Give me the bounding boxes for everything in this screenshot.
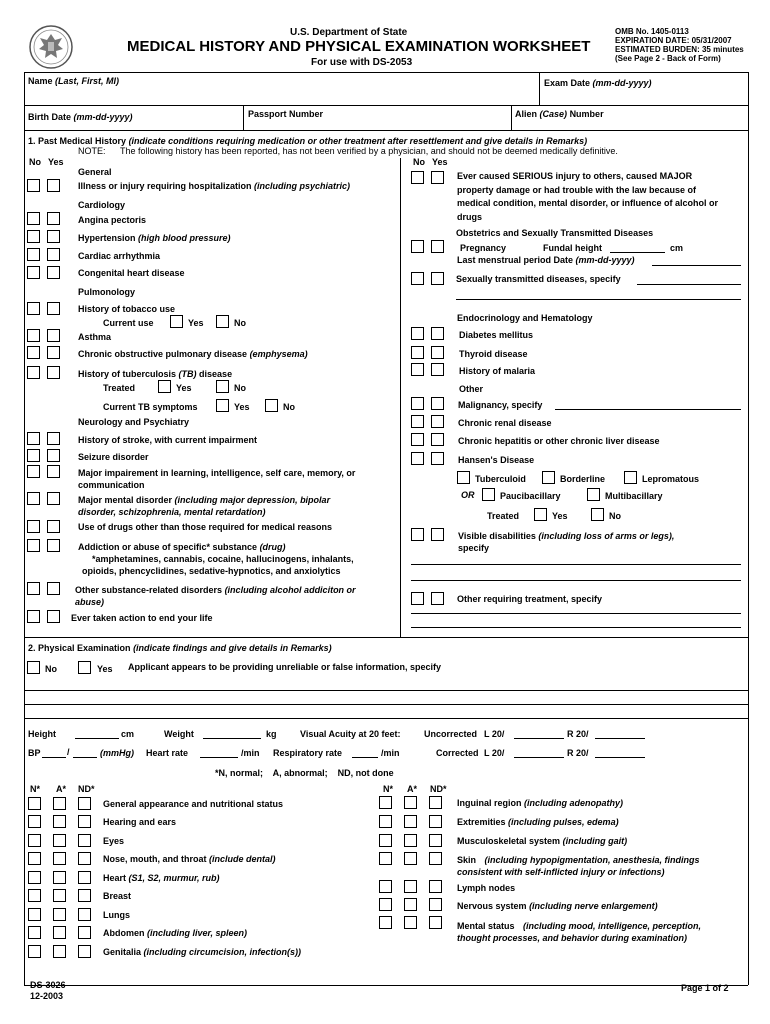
genitalia-n-checkbox[interactable] — [28, 945, 41, 958]
tb-yes-checkbox[interactable] — [47, 366, 60, 379]
malaria-no-checkbox[interactable] — [411, 363, 424, 376]
name-hint: (Last, First, MI) — [55, 76, 120, 86]
stroke-label: History of stroke, with current impairment — [78, 435, 258, 445]
extremities-label: Extremities (including pulses, edema) — [457, 817, 619, 827]
arrhythmia-label: Cardiac arrhythmia — [78, 251, 161, 261]
pregnancy-no-checkbox[interactable] — [411, 240, 424, 253]
name-field[interactable] — [28, 76, 119, 86]
fundal-label: Fundal height — [543, 243, 602, 253]
section1-note — [78, 146, 618, 156]
exam-legend: *N, normal; A, abnormal; ND, not done — [215, 768, 394, 778]
genitalia-label: Genitalia (including circumcision, infection(s)) — [103, 947, 302, 957]
form-title: MEDICAL HISTORY AND PHYSICAL EXAMINATION WORKSHEET — [127, 38, 591, 55]
genitalia-nd-checkbox[interactable] — [78, 945, 91, 958]
thyroid-label: Thyroid disease — [459, 349, 528, 359]
heart-rate-unit: /min — [241, 748, 260, 758]
tb-treated-yes-label: Yes — [176, 383, 192, 393]
current-tb-yes-checkbox[interactable] — [216, 399, 229, 412]
bp-label: BP — [28, 748, 41, 758]
other-treatment-input-2[interactable] — [411, 627, 741, 628]
other-treatment-no-checkbox[interactable] — [411, 592, 424, 605]
general-appearance-nd-checkbox[interactable] — [78, 797, 91, 810]
exam-date-label: Exam Date — [544, 78, 591, 88]
breast-a-checkbox[interactable] — [53, 889, 66, 902]
omb-number: OMB No. 1405-0113 — [615, 27, 689, 36]
genitalia-a-checkbox[interactable] — [53, 945, 66, 958]
impairment-yes-checkbox[interactable] — [47, 465, 60, 478]
seizure-label: Seizure disorder — [78, 452, 149, 462]
tobacco-yes-checkbox[interactable] — [47, 302, 60, 315]
pregnancy-label: Pregnancy — [460, 243, 507, 253]
nervous-a-checkbox[interactable] — [404, 898, 417, 911]
asthma-label: Asthma — [78, 332, 112, 342]
diabetes-label: Diabetes mellitus — [459, 330, 534, 340]
serious-label: Ever caused SERIOUS injury to others, caused MAJOR property damage or had trouble with the law because of medical condition, mental disorder, or influence of alcohol or drugs — [457, 171, 719, 222]
nervous-nd-checkbox[interactable] — [429, 898, 442, 911]
obstetrics-heading: Obstetrics and Sexually Transmitted Diseases — [456, 228, 654, 238]
hypertension-no-checkbox[interactable] — [27, 230, 40, 243]
or-label: OR — [461, 490, 475, 500]
extremities-n-checkbox[interactable] — [379, 815, 392, 828]
borderline-label: Borderline — [560, 474, 606, 484]
heart-rate-input[interactable] — [200, 757, 238, 758]
fundal-input[interactable] — [610, 252, 665, 253]
impairment-label: Major impairement in learning, intelligence, self care, memory, or communication — [78, 468, 356, 490]
resp-unit: /min — [381, 748, 400, 758]
resp-input[interactable] — [352, 757, 378, 758]
hansen-label: Hansen's Disease — [458, 455, 535, 465]
skin-a-checkbox[interactable] — [404, 852, 417, 865]
weight-label: Weight — [164, 729, 194, 739]
unreliable-yes-label: Yes — [97, 664, 113, 674]
tobacco-no-checkbox[interactable] — [27, 302, 40, 315]
dept-name: U.S. Department of State — [290, 27, 408, 38]
unreliable-yes-checkbox[interactable] — [78, 661, 91, 674]
lepromatous-checkbox[interactable] — [624, 471, 637, 484]
general-appearance-n-checkbox[interactable] — [28, 797, 41, 810]
hansen-treated-no-label: No — [609, 511, 621, 521]
unreliable-no-checkbox[interactable] — [27, 661, 40, 674]
abdomen-nd-checkbox[interactable] — [78, 926, 91, 939]
corrected-l-label: L 20/ — [484, 748, 505, 758]
extremities-nd-checkbox[interactable] — [429, 815, 442, 828]
hepatitis-label: Chronic hepatitis or other chronic liver disease — [458, 436, 660, 446]
copd-no-checkbox[interactable] — [27, 346, 40, 359]
seizure-no-checkbox[interactable] — [27, 449, 40, 462]
fundal-unit: cm — [670, 243, 684, 253]
passport-field[interactable]: Passport Number — [248, 109, 324, 119]
angina-label: Angina pectoris — [78, 215, 147, 225]
arrhythmia-yes-checkbox[interactable] — [47, 248, 60, 261]
lymph-n-checkbox[interactable] — [379, 880, 392, 893]
mental-no-checkbox[interactable] — [27, 492, 40, 505]
copd-label: Chronic obstructive pulmonary disease (emphysema) — [78, 349, 308, 359]
height-input[interactable] — [75, 738, 119, 739]
current-use-no-checkbox[interactable] — [216, 315, 229, 328]
visible-yes-checkbox[interactable] — [431, 528, 444, 541]
std-input[interactable] — [637, 284, 741, 285]
end-life-yes-checkbox[interactable] — [47, 610, 60, 623]
uncorrected-l-label: L 20/ — [484, 729, 505, 739]
abdomen-label: Abdomen (including liver, spleen) — [103, 928, 248, 938]
form-date: 12-2003 — [30, 991, 64, 1001]
malignancy-label: Malignancy, specify — [458, 400, 543, 410]
other-sub-label: Other substance-related disorders (including alcohol addiciton or abuse) — [75, 585, 356, 607]
other-heading: Other — [459, 384, 484, 394]
eyes-nd-checkbox[interactable] — [78, 834, 91, 847]
breast-nd-checkbox[interactable] — [78, 889, 91, 902]
corrected-r-label: R 20/ — [567, 748, 589, 758]
mental-status-nd-checkbox[interactable] — [429, 916, 442, 929]
section1-title — [28, 136, 587, 146]
hansen-treated-no-checkbox[interactable] — [591, 508, 604, 521]
other-sub-yes-checkbox[interactable] — [47, 582, 60, 595]
current-tb-yes-label: Yes — [234, 402, 250, 412]
musculo-label: Musculoskeletal system (including gait) — [457, 836, 628, 846]
unreliable-label: Applicant appears to be providing unreliable or false information, specify — [128, 662, 442, 672]
visual-acuity-label: Visual Acuity at 20 feet: — [300, 729, 401, 739]
heart-a-checkbox[interactable] — [53, 871, 66, 884]
alien-case: (Case) — [539, 109, 568, 119]
mental-yes-checkbox[interactable] — [47, 492, 60, 505]
visible-input-2[interactable] — [411, 580, 741, 581]
uncorrected-r-input[interactable] — [595, 738, 645, 739]
current-tb-label: Current TB symptoms — [103, 402, 198, 412]
drugs-label: Use of drugs other than those required for medical reasons — [78, 522, 333, 532]
mental-status-a-checkbox[interactable] — [404, 916, 417, 929]
impairment-no-checkbox[interactable] — [27, 465, 40, 478]
malaria-yes-checkbox[interactable] — [431, 363, 444, 376]
malignancy-no-checkbox[interactable] — [411, 397, 424, 410]
skin-n-checkbox[interactable] — [379, 852, 392, 865]
hansen-treated-label: Treated — [487, 511, 520, 521]
current-tb-no-label: No — [283, 402, 295, 412]
nose-mouth-throat-a-checkbox[interactable] — [53, 852, 66, 865]
hepatitis-no-checkbox[interactable] — [411, 433, 424, 446]
std-no-checkbox[interactable] — [411, 272, 424, 285]
current-use-no-label: No — [234, 318, 246, 328]
addiction-yes-checkbox[interactable] — [47, 539, 60, 552]
general-heading: General — [78, 167, 112, 177]
addiction-label: Addiction or abuse of specific* substance (drug) *amphetamines, cannabis, cocaine, hallucinogens, inhalants, opioids, phencyclidines, sedative-hypnotics, and anxiolytics — [78, 542, 354, 576]
diabetes-no-checkbox[interactable] — [411, 327, 424, 340]
std-input-2[interactable] — [456, 299, 741, 300]
lymph-nd-checkbox[interactable] — [429, 880, 442, 893]
right-col-yes-header: Yes — [432, 157, 448, 167]
asthma-no-checkbox[interactable] — [27, 329, 40, 342]
end-life-no-checkbox[interactable] — [27, 610, 40, 623]
current-tb-no-checkbox[interactable] — [265, 399, 278, 412]
illness-yes-checkbox[interactable] — [47, 179, 60, 192]
eyes-a-checkbox[interactable] — [53, 834, 66, 847]
other-sub-no-checkbox[interactable] — [27, 582, 40, 595]
cardiology-heading: Cardiology — [78, 200, 126, 210]
alien-number-label: Number — [569, 109, 604, 119]
skin-label: Skin (including hypopigmentation, anesthesia, findings consistent with self-inflicted injury or infections) — [457, 855, 700, 877]
state-dept-seal — [28, 24, 74, 70]
unreliable-input-1[interactable] — [24, 690, 748, 691]
mental-label: Major mental disorder (including major depression, bipolar disorder, schizophrenia, mental retardation) — [78, 495, 331, 517]
lymph-a-checkbox[interactable] — [404, 880, 417, 893]
other-treatment-yes-checkbox[interactable] — [431, 592, 444, 605]
name-label: Name — [28, 76, 53, 86]
unreliable-input-2[interactable] — [24, 704, 748, 705]
uncorrected-l-input[interactable] — [514, 738, 564, 739]
stroke-yes-checkbox[interactable] — [47, 432, 60, 445]
multi-label: Multibacillary — [605, 491, 663, 501]
bp-slash: / — [67, 747, 70, 757]
eyes-n-checkbox[interactable] — [28, 834, 41, 847]
height-unit: cm — [121, 729, 135, 739]
birth-date-label: Birth Date — [28, 112, 72, 122]
multi-checkbox[interactable] — [587, 488, 600, 501]
corrected-r-input[interactable] — [595, 757, 645, 758]
lungs-label: Lungs — [103, 910, 130, 920]
tobacco-label: History of tobacco use — [78, 304, 176, 314]
resp-label: Respiratory rate — [273, 748, 343, 758]
tb-no-checkbox[interactable] — [27, 366, 40, 379]
unreliable-no-label: No — [45, 664, 57, 674]
eyes-label: Eyes — [103, 836, 125, 846]
diabetes-yes-checkbox[interactable] — [431, 327, 444, 340]
musculo-n-checkbox[interactable] — [379, 834, 392, 847]
nose-mouth-throat-label: Nose, mouth, and throat (include dental) — [103, 854, 276, 864]
illness-no-checkbox[interactable] — [27, 179, 40, 192]
hearing-a-checkbox[interactable] — [53, 815, 66, 828]
visible-label: Visible disabilities (including loss of arms or legs), specify — [458, 531, 675, 553]
inguinal-label: Inguinal region (including adenopathy) — [457, 798, 624, 808]
left-col-no-header: No — [29, 157, 41, 167]
congenital-no-checkbox[interactable] — [27, 266, 40, 279]
hansen-treated-yes-checkbox[interactable] — [534, 508, 547, 521]
weight-input[interactable] — [203, 738, 261, 739]
asthma-yes-checkbox[interactable] — [47, 329, 60, 342]
hansen-yes-checkbox[interactable] — [431, 452, 444, 465]
right-nd-header: ND* — [430, 784, 447, 794]
renal-yes-checkbox[interactable] — [431, 415, 444, 428]
musculo-nd-checkbox[interactable] — [429, 834, 442, 847]
end-life-label: Ever taken action to end your life — [71, 613, 213, 623]
corrected-l-input[interactable] — [514, 757, 564, 758]
tuberculoid-label: Tuberculoid — [475, 474, 526, 484]
other-treatment-input-1[interactable] — [411, 613, 741, 614]
nervous-n-checkbox[interactable] — [379, 898, 392, 911]
note-text: The following history has been reported, has not been verified by a physician, and should not be deemed medically definitive. — [120, 146, 618, 156]
angina-no-checkbox[interactable] — [27, 212, 40, 225]
std-label: Sexually transmitted diseases, specify — [456, 274, 621, 284]
form-subtitle: For use with DS-2053 — [311, 57, 413, 68]
mental-status-label: Mental status (including mood, intelligence, perception, thought processes, and behavior during examination) — [457, 921, 702, 943]
left-a-header: A* — [56, 784, 67, 794]
birth-date-hint: (mm-dd-yyyy) — [73, 112, 133, 122]
exam-date-field[interactable] — [544, 78, 652, 88]
drugs-no-checkbox[interactable] — [27, 520, 40, 533]
lungs-nd-checkbox[interactable] — [78, 908, 91, 921]
congenital-label: Congenital heart disease — [78, 268, 185, 278]
section2-title: 2. Physical Examination (indicate findings and give details in Remarks) — [28, 643, 332, 653]
lymph-label: Lymph nodes — [457, 883, 516, 893]
general-appearance-a-checkbox[interactable] — [53, 797, 66, 810]
nervous-label: Nervous system (including nerve enlargement) — [457, 901, 658, 911]
heart-label: Heart (S1, S2, murmur, rub) — [103, 873, 220, 883]
current-use-yes-label: Yes — [188, 318, 204, 328]
pauci-checkbox[interactable] — [482, 488, 495, 501]
uncorrected-r-label: R 20/ — [567, 729, 589, 739]
bp-diastolic-input[interactable] — [73, 757, 97, 758]
height-label: Height — [28, 729, 56, 739]
abdomen-a-checkbox[interactable] — [53, 926, 66, 939]
breast-n-checkbox[interactable] — [28, 889, 41, 902]
pauci-label: Paucibacillary — [500, 491, 561, 501]
exam-date-hint: (mm-dd-yyyy) — [592, 78, 652, 88]
pulmonology-heading: Pulmonology — [78, 287, 135, 297]
neuro-heading: Neurology and Psychiatry — [78, 417, 190, 427]
right-col-no-header: No — [413, 157, 425, 167]
drugs-yes-checkbox[interactable] — [47, 520, 60, 533]
musculo-a-checkbox[interactable] — [404, 834, 417, 847]
angina-yes-checkbox[interactable] — [47, 212, 60, 225]
renal-no-checkbox[interactable] — [411, 415, 424, 428]
current-use-yes-checkbox[interactable] — [170, 315, 183, 328]
left-col-yes-header: Yes — [48, 157, 64, 167]
malignancy-yes-checkbox[interactable] — [431, 397, 444, 410]
stroke-no-checkbox[interactable] — [27, 432, 40, 445]
renal-label: Chronic renal disease — [458, 418, 552, 428]
section1-title-hint: (indicate conditions requiring medication or other treatment after resettlement and give details in Remarks) — [128, 136, 588, 146]
form-number: DS-3026 — [30, 980, 66, 990]
other-treatment-label: Other requiring treatment, specify — [457, 594, 603, 604]
malaria-label: History of malaria — [459, 366, 536, 376]
serious-no-checkbox[interactable] — [411, 171, 424, 184]
inguinal-a-checkbox[interactable] — [404, 796, 417, 809]
bp-systolic-input[interactable] — [42, 757, 66, 758]
lepromatous-label: Lepromatous — [642, 474, 700, 484]
expiration-date: EXPIRATION DATE: 05/31/2007 — [615, 36, 732, 45]
borderline-checkbox[interactable] — [542, 471, 555, 484]
extremities-a-checkbox[interactable] — [404, 815, 417, 828]
lungs-n-checkbox[interactable] — [28, 908, 41, 921]
right-n-header: N* — [383, 784, 394, 794]
bp-unit: (mmHg) — [100, 748, 134, 758]
mental-status-n-checkbox[interactable] — [379, 916, 392, 929]
hearing-nd-checkbox[interactable] — [78, 815, 91, 828]
general-appearance-label: General appearance and nutritional status — [103, 799, 284, 809]
heart-nd-checkbox[interactable] — [78, 871, 91, 884]
hypertension-label: Hypertension (high blood pressure) — [78, 233, 231, 243]
visible-input-1[interactable] — [411, 564, 741, 565]
abdomen-n-checkbox[interactable] — [28, 926, 41, 939]
note-label: NOTE: — [78, 146, 106, 156]
thyroid-no-checkbox[interactable] — [411, 346, 424, 359]
hypertension-yes-checkbox[interactable] — [47, 230, 60, 243]
left-n-header: N* — [30, 784, 41, 794]
current-use-label: Current use — [103, 318, 154, 328]
omb-block — [615, 27, 744, 63]
pregnancy-yes-checkbox[interactable] — [431, 240, 444, 253]
malignancy-input[interactable] — [555, 409, 741, 410]
left-nd-header: ND* — [78, 784, 95, 794]
lungs-a-checkbox[interactable] — [53, 908, 66, 921]
heart-rate-label: Heart rate — [146, 748, 189, 758]
addiction-no-checkbox[interactable] — [27, 539, 40, 552]
lmp-input[interactable] — [652, 265, 741, 266]
inguinal-n-checkbox[interactable] — [379, 796, 392, 809]
tb-treated-no-label: No — [234, 383, 246, 393]
hearing-n-checkbox[interactable] — [28, 815, 41, 828]
nose-mouth-throat-n-checkbox[interactable] — [28, 852, 41, 865]
tb-treated-yes-checkbox[interactable] — [158, 380, 171, 393]
thyroid-yes-checkbox[interactable] — [431, 346, 444, 359]
nose-mouth-throat-nd-checkbox[interactable] — [78, 852, 91, 865]
illness-label: Illness or injury requiring hospitalization (including psychiatric) — [78, 181, 351, 191]
lmp-label: Last menstrual period Date (mm-dd-yyyy) — [457, 255, 635, 265]
alien-label: Alien — [515, 109, 538, 119]
estimated-burden: ESTIMATED BURDEN: 35 minutes — [615, 45, 744, 54]
right-a-header: A* — [407, 784, 418, 794]
hearing-label: Hearing and ears — [103, 817, 177, 827]
tb-label: History of tuberculosis (TB) disease — [78, 369, 233, 379]
endo-heading: Endocrinology and Hematology — [457, 313, 593, 323]
hepatitis-yes-checkbox[interactable] — [431, 433, 444, 446]
tb-treated-label: Treated — [103, 383, 136, 393]
skin-nd-checkbox[interactable] — [429, 852, 442, 865]
hansen-no-checkbox[interactable] — [411, 452, 424, 465]
visible-no-checkbox[interactable] — [411, 528, 424, 541]
page-number: Page 1 of 2 — [681, 983, 729, 993]
birth-date-field[interactable] — [28, 112, 133, 122]
hansen-treated-yes-label: Yes — [552, 511, 568, 521]
std-yes-checkbox[interactable] — [431, 272, 444, 285]
seizure-yes-checkbox[interactable] — [47, 449, 60, 462]
uncorrected-label: Uncorrected — [424, 729, 478, 739]
section1-title-text: 1. Past Medical History — [28, 136, 127, 146]
tuberculoid-checkbox[interactable] — [457, 471, 470, 484]
breast-label: Breast — [103, 891, 132, 901]
heart-n-checkbox[interactable] — [28, 871, 41, 884]
weight-unit: kg — [266, 729, 277, 739]
copd-yes-checkbox[interactable] — [47, 346, 60, 359]
alien-number-field[interactable] — [515, 109, 604, 119]
see-page-note: (See Page 2 - Back of Form) — [615, 54, 721, 63]
tb-treated-no-checkbox[interactable] — [216, 380, 229, 393]
congenital-yes-checkbox[interactable] — [47, 266, 60, 279]
arrhythmia-no-checkbox[interactable] — [27, 248, 40, 261]
inguinal-nd-checkbox[interactable] — [429, 796, 442, 809]
corrected-label: Corrected — [436, 748, 479, 758]
serious-yes-checkbox[interactable] — [431, 171, 444, 184]
